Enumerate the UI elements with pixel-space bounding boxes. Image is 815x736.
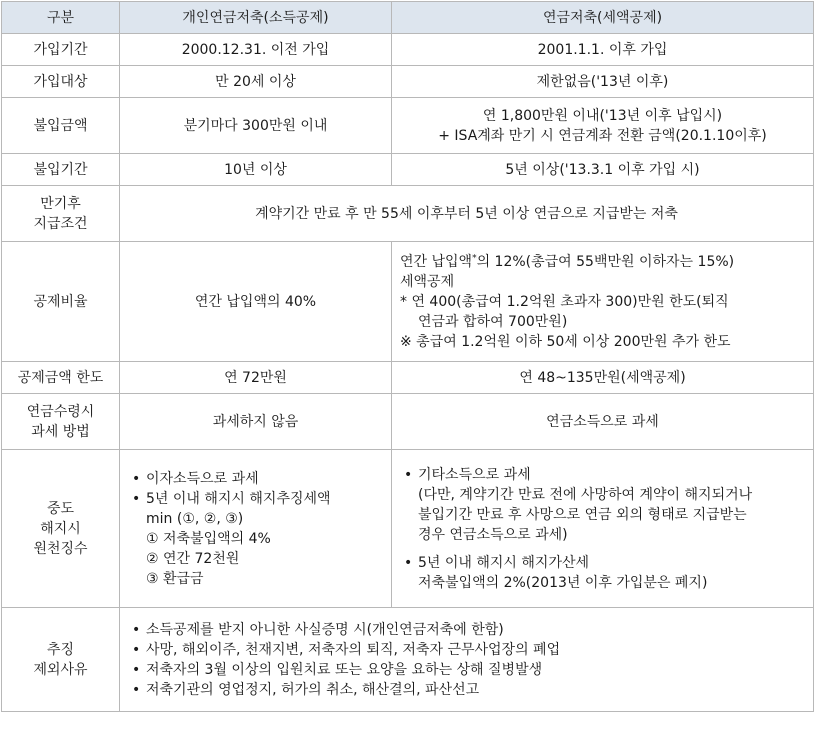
personal-join-period: 2000.12.31. 이전 가입	[120, 34, 392, 66]
list-item	[128, 469, 383, 489]
row-deduction-limit	[2, 362, 814, 394]
pension-deduction-rate	[392, 242, 814, 362]
pension-termination-bullet2-line2: 저축불입액의 2%(2013년 이후 가입분은 폐지)	[418, 574, 708, 591]
personal-payment-amount: 분기마다 300만원 이내	[120, 98, 392, 154]
list-item	[400, 553, 805, 593]
label-early-termination-line3: 원천징수	[33, 540, 88, 557]
row-deduction-rate	[2, 242, 814, 362]
label-maturity	[2, 186, 120, 242]
header-pension-savings: 연금저축(세액공제)	[392, 2, 814, 34]
label-payment-amount: 불입금액	[2, 98, 120, 154]
header-category: 구분	[2, 2, 120, 34]
pension-tax-method: 연금소득으로 과세	[392, 394, 814, 450]
pension-comparison-table	[1, 1, 814, 712]
list-item	[400, 465, 805, 545]
personal-termination-option3: ③ 환급금	[146, 570, 204, 587]
pension-rate-line2: 세액공제	[400, 273, 455, 290]
list-item: • 저축기관의 영업정지, 허가의 취소, 해산결의, 파산선고	[128, 680, 805, 700]
pension-rate-line1	[400, 252, 805, 272]
pension-payment-period: 5년 이상('13.3.1 이후 가입 시)	[392, 154, 814, 186]
pension-termination-list-2	[400, 553, 805, 593]
pension-rate-line4: 연금과 합하여 700만원)	[418, 313, 568, 330]
personal-early-termination	[120, 450, 392, 608]
row-payment-period	[2, 154, 814, 186]
pension-termination-bullet1: • 기타소득으로 과세	[418, 466, 531, 483]
label-tax-method-line2: 과세 방법	[31, 423, 90, 440]
personal-termination-bullet2-line1: • 5년 이내 해지시 해지추징세액	[146, 490, 331, 507]
header-personal-pension: 개인연금저축(소득공제)	[120, 2, 392, 34]
personal-termination-option2: ② 연간 72천원	[146, 550, 240, 567]
pension-payment-amount-line2: + ISA계좌 만기 시 연금계좌 전환 금액(20.1.10이후)	[438, 127, 767, 144]
pension-rate-line1-b: 의 12%(총급여 55백만원 이하자는 15%)	[476, 253, 735, 270]
exemption-reasons	[120, 608, 814, 712]
label-early-termination-line2: 해지시	[40, 520, 81, 537]
label-deduction-rate: 공제비율	[2, 242, 120, 362]
pension-termination-bullet1-line3: 불입기간 만료 후 사망으로 연금 외의 형태로 지급받는	[418, 506, 747, 523]
personal-deduction-limit: 연 72만원	[120, 362, 392, 394]
pension-rate-line3: * 연 400(총급여 1.2억원 초과자 300)만원 한도(퇴직	[400, 293, 729, 310]
label-maturity-line1: 만기후	[40, 195, 81, 212]
row-maturity	[2, 186, 814, 242]
maturity-condition: 계약기간 만료 후 만 55세 이후부터 5년 이상 연금으로 지급받는 저축	[120, 186, 814, 242]
personal-termination-bullet2-line2: min (①, ②, ③)	[146, 510, 244, 527]
personal-termination-list	[128, 469, 383, 529]
list-item: • 저축자의 3월 이상의 입원치료 또는 요양을 요하는 상해 질병발생	[128, 660, 805, 680]
row-payment-amount	[2, 98, 814, 154]
row-exemption	[2, 608, 814, 712]
label-tax-method	[2, 394, 120, 450]
personal-deduction-rate: 연간 납입액의 40%	[120, 242, 392, 362]
row-join-period	[2, 34, 814, 66]
exemption-list	[128, 620, 805, 700]
pension-payment-amount-line1: 연 1,800만원 이내('13년 이후 납입시)	[482, 107, 723, 124]
personal-tax-method: 과세하지 않음	[120, 394, 392, 450]
header-row	[2, 2, 814, 34]
pension-termination-bullet1-line4: 경우 연금소득으로 과세)	[418, 526, 568, 543]
personal-eligibility: 만 20세 이상	[120, 66, 392, 98]
pension-join-period: 2001.1.1. 이후 가입	[392, 34, 814, 66]
label-exemption-line2: 제외사유	[33, 661, 88, 678]
pension-eligibility: 제한없음('13년 이후)	[392, 66, 814, 98]
label-tax-method-line1: 연금수령시	[26, 403, 95, 420]
pension-termination-list	[400, 465, 805, 545]
pension-rate-line1-a: 연간 납입액	[400, 253, 473, 270]
row-tax-method	[2, 394, 814, 450]
pension-termination-bullet1-line2: (다만, 계약기간 만료 전에 사망하여 계약이 해지되거나	[418, 486, 753, 503]
list-item	[128, 489, 383, 529]
personal-payment-period: 10년 이상	[120, 154, 392, 186]
pension-rate-footnote-mark: *	[472, 252, 477, 263]
pension-early-termination	[392, 450, 814, 608]
label-exemption-line1: 추징	[46, 641, 75, 658]
label-payment-period: 불입기간	[2, 154, 120, 186]
pension-termination-bullet2: • 5년 이내 해지시 해지가산세	[418, 554, 590, 571]
label-deduction-limit: 공제금액 한도	[2, 362, 120, 394]
personal-termination-bullet1: 이자소득으로 과세	[146, 470, 259, 487]
row-early-termination	[2, 450, 814, 608]
label-exemption	[2, 608, 120, 712]
pension-rate-line5: ※ 총급여 1.2억원 이하 50세 이상 200만원 추가 한도	[400, 333, 731, 350]
personal-termination-option1: ① 저축불입액의 4%	[146, 530, 271, 547]
list-item: • 사망, 해외이주, 천재지변, 저축자의 퇴직, 저축자 근무사업장의 폐업	[128, 640, 805, 660]
label-eligibility: 가입대상	[2, 66, 120, 98]
label-early-termination	[2, 450, 120, 608]
spacer	[400, 545, 805, 553]
pension-payment-amount	[392, 98, 814, 154]
label-join-period: 가입기간	[2, 34, 120, 66]
list-item: • 소득공제를 받지 아니한 사실증명 시(개인연금저축에 한함)	[128, 620, 805, 640]
pension-deduction-limit: 연 48~135만원(세액공제)	[392, 362, 814, 394]
label-early-termination-line1: 중도	[46, 500, 75, 517]
label-maturity-line2: 지급조건	[33, 215, 88, 232]
row-eligibility	[2, 66, 814, 98]
